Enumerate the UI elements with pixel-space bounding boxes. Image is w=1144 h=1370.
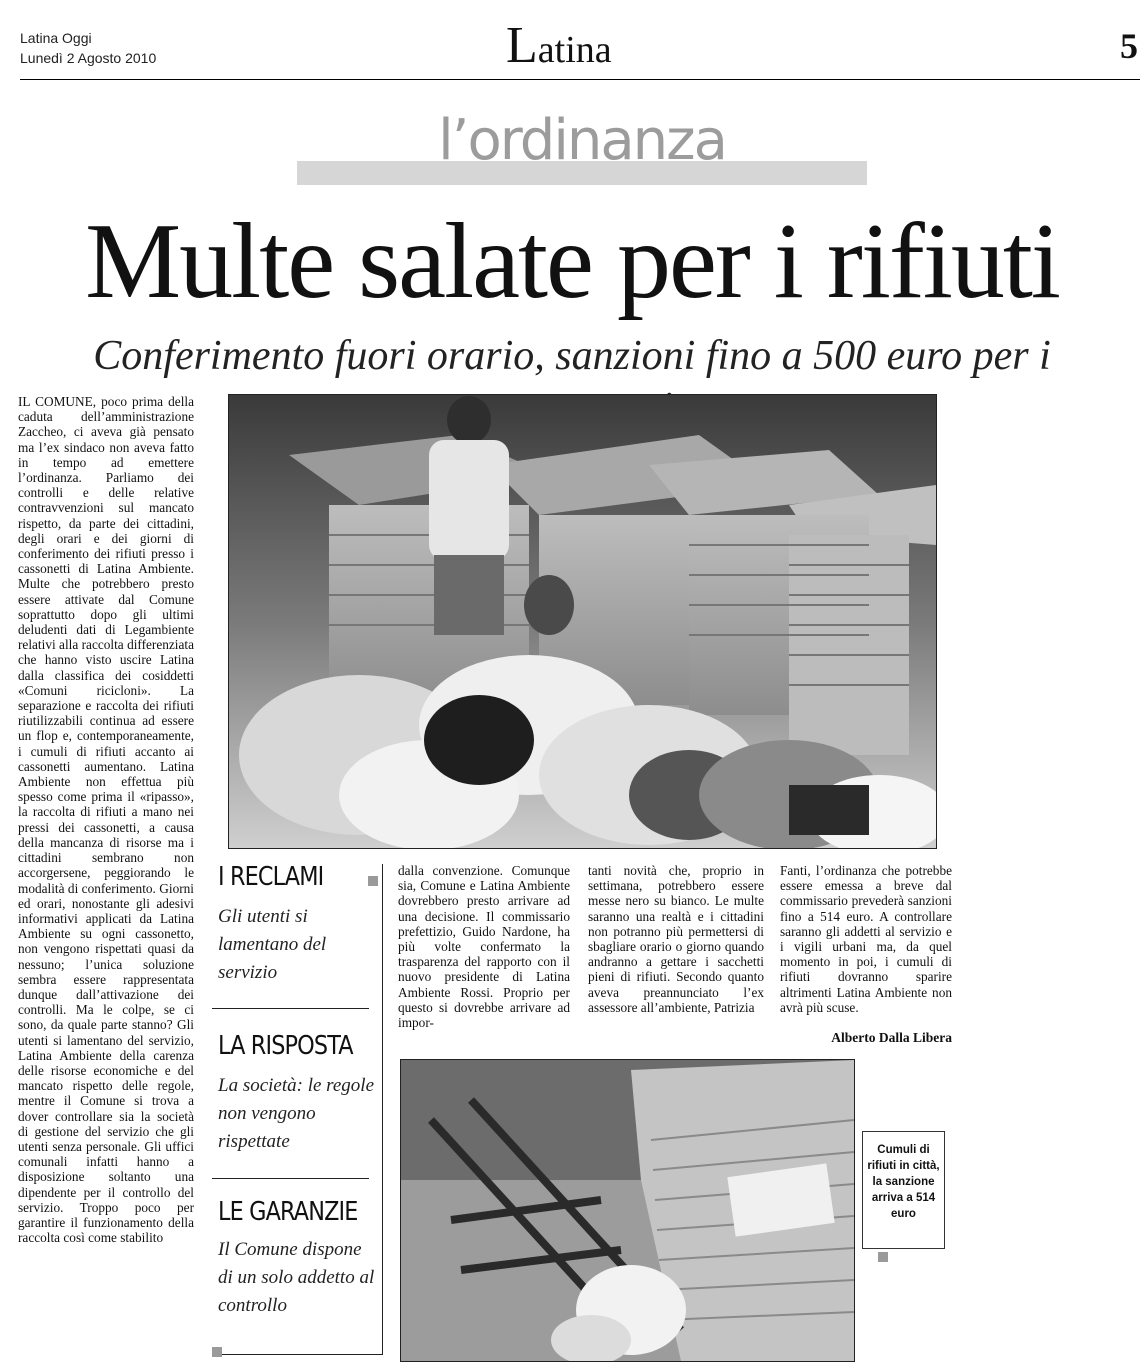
kicker: l’ordinanza — [438, 108, 726, 173]
page-number: 5 — [1120, 26, 1138, 66]
article-column-1: IL COMUNE, poco prima della caduta dell’amministrazione Zaccheo, ci aveva già pensato ma l’ex sindaco non aveva fatto in tempo ad emettere l’ordinanza. Parliamo dei controlli e delle relative contravvenzioni sul mancato rispetto, da parte dei cittadini, degli orari e dei giorni di conferimento dei rifiuti presso i cassonetti di Latina Ambiente. Multe che potrebbero presto essere attivate dal Comune soprattutto dopo gli ultimi deludenti dati di Legambiente relativi alla raccolta differenziata che hanno visto uscire Latina dalla classifica dei cosiddetti «Comuni ricicloni». La separazione e raccolta dei rifiuti riutilizzabili continua ad essere un flop e, contemporaneamente, i cumuli di rifiuti accanto ai cassonetti aumentano. Latina Ambiente non effettua più spesso come prima il «ripasso», la raccolta di rifiuti a mano nei pressi dei cassonetti, a causa della mancanza di risorse ma i cittadini sembrano non accorgersene, peggiorando le modalità di conferimento. Giorni ed orari, nonostante gli adesivi informativi applicati da Latina Ambiente su ogni cassonetto, non vengono rispettati quasi da nessuno; l’unica soluzione sembra essere rappresentata dunque dall’attivazione dei controlli. Ma le colpe, se ci sono, da quale parte stanno? Gli utenti si lamentano del servizio, Latina Ambiente della carenza delle risorse economiche e del mancato rispetto delle regole, mentre il Comune si trova a dover controllare sia la società di gestione del servizio che gli utenti senza personale. Gli uffici comunali infatti hanno a disposizione soltanto una dipendente per il controllo del servizio. Troppo poco per garantire il funzionamento della raccolta così come stabilito — [18, 394, 194, 1246]
bullet-square-icon — [878, 1252, 888, 1262]
sidebar-text-reclami: Gli utenti si lamentano del servizio — [218, 906, 327, 983]
photo-garbage-bins-image — [229, 395, 936, 848]
article-column-4: Fanti, l’ordinanza che potrebbe essere emessa a breve dal commissario prevederà sanzioni fino a 514 euro. A controllare saranno gli addetti al servizio e i vigili urbani ma, da quel momento in poi, i cumuli di rifiuti dovranno sparire altrimenti Latina Ambiente non avrà più scuse. — [780, 863, 952, 1015]
subheadline: Conferimento fuori orario, sanzioni fino a 500 euro per i — [93, 333, 1051, 379]
sidebar-text-risposta: La società: le regole non vengono rispettate — [218, 1075, 375, 1152]
masthead-info — [20, 28, 156, 68]
byline: Alberto Dalla Libera — [831, 1030, 952, 1045]
sidebar-divider — [212, 1008, 369, 1009]
sidebar-title-garanzie: LE GARANZIE — [218, 1197, 358, 1227]
photo-garbage-bins — [228, 394, 937, 849]
sidebar-title-reclami: I RECLAMI — [218, 862, 324, 892]
section-initial: L — [506, 17, 538, 74]
section-rest: atina — [537, 29, 612, 71]
photo-rubbish-pile — [400, 1059, 855, 1362]
bullet-square-icon — [212, 1347, 222, 1357]
article-column-2: dalla convenzione. Comunque sia, Comune e Latina Ambiente dovrebbero presto arrivare ad una decisione. Il commissario prefettizio, Guido Nardone, ha più volte confermato la trasparenza del rapporto con il nuovo presidente di Latina Ambiente Rossi. Proprio per questo si dovrebbe arrivare ad impor- — [398, 863, 570, 1031]
section-title — [506, 17, 612, 76]
article-column-3: tanti novità che, proprio in settimana, potrebbero essere messe nero su bianco. Le multe saranno una realtà e i cittadini non potranno più permettersi di sbagliare orario o giorno quando andranno a gettare i sacchetti pieni di rifiuti. Secondo quanto aveva preannunciato l’ex assessore all’ambiente, Patrizia — [588, 863, 764, 1015]
issue-date: Lunedì 2 Agosto 2010 — [20, 50, 157, 66]
sidebar-text-garanzie: Il Comune dispone di un solo addetto al controllo — [218, 1239, 375, 1316]
publication-name: Latina Oggi — [20, 30, 92, 46]
headline: Multe salate per i rifiuti — [85, 202, 1059, 321]
photo-caption: Cumuli di rifiuti in città, la sanzione arriva a 514 euro — [867, 1144, 940, 1220]
bullet-square-icon — [368, 876, 378, 886]
sidebar-divider — [212, 1178, 369, 1179]
photo-caption-box — [862, 1131, 945, 1249]
sidebar-title-risposta: LA RISPOSTA — [218, 1031, 353, 1061]
header-divider — [20, 79, 1140, 80]
photo-rubbish-pile-image — [401, 1060, 854, 1361]
